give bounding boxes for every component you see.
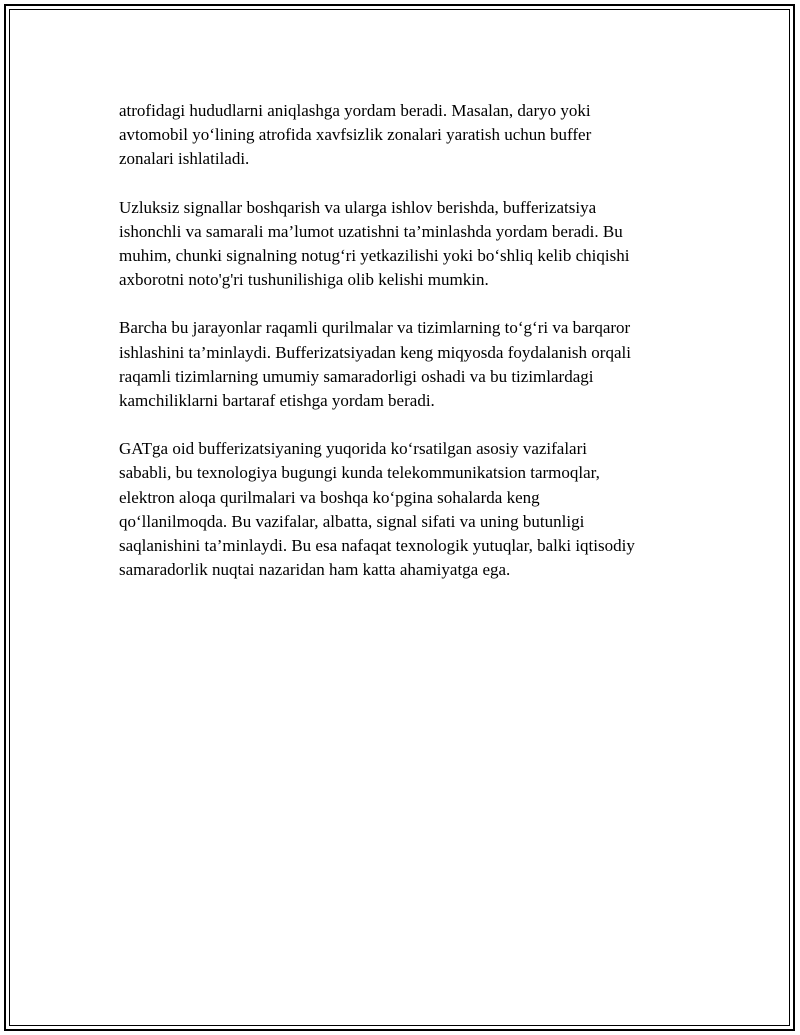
- text-line: Barcha bu jarayonlar raqamli qurilmalar va tizimlarning to‘g‘ri va barqaror: [119, 318, 631, 338]
- text-line: ishlashini ta’minlaydi. Bufferizatsiyadan keng miqyosda foydalanish orqali: [119, 342, 631, 362]
- text-line: elektron aloqa qurilmalari va boshqa ko‘pgina sohalarda keng: [119, 487, 540, 507]
- text-line: muhim, chunki signalning notug‘ri yetkazilishi yoki bo‘shliq kelib chiqishi: [119, 246, 630, 266]
- paragraph-continuous-signals: [119, 196, 694, 293]
- text-line: axborotni noto'g'ri tushunilishiga olib kelishi mumkin.: [119, 270, 489, 290]
- text-line: kamchiliklarni bartaraf etishga yordam beradi.: [119, 391, 435, 411]
- document-body: [119, 99, 694, 606]
- text-line: GATga oid bufferizatsiyaning yuqorida ko‘rsatilgan asosiy vazifalari: [119, 439, 587, 459]
- page-border: [4, 4, 795, 1031]
- text-line: saqlanishini ta’minlaydi. Bu esa nafaqat texnologik yutuqlar, balki iqtisodiy: [119, 536, 635, 556]
- text-line: atrofidagi hududlarni aniqlashga yordam beradi. Masalan, daryo yoki: [119, 101, 591, 120]
- text-line: avtomobil yo‘lining atrofida xavfsizlik zonalari yaratish uchun buffer: [119, 125, 592, 145]
- paragraph-gat-bufferization: [119, 437, 694, 582]
- text-line: zonalari ishlatiladi.: [119, 149, 250, 169]
- text-line: sababli, bu texnologiya bugungi kunda telekommunikatsion tarmoqlar,: [119, 463, 600, 483]
- text-line: samaradorlik nuqtai nazaridan ham katta ahamiyatga ega.: [119, 560, 511, 580]
- text-line: ishonchli va samarali ma’lumot uzatishni ta’minlashda yordam beradi. Bu: [119, 221, 623, 241]
- text-line: qo‘llanilmoqda. Bu vazifalar, albatta, signal sifati va uning butunligi: [119, 511, 585, 531]
- paragraph-buffer-zones: [119, 99, 694, 172]
- text-line: raqamli tizimlarning umumiy samaradorligi oshadi va bu tizimlardagi: [119, 366, 594, 386]
- text-line: Uzluksiz signallar boshqarish va ularga ishlov berishda, bufferizatsiya: [119, 197, 597, 217]
- paragraph-digital-systems: [119, 316, 694, 413]
